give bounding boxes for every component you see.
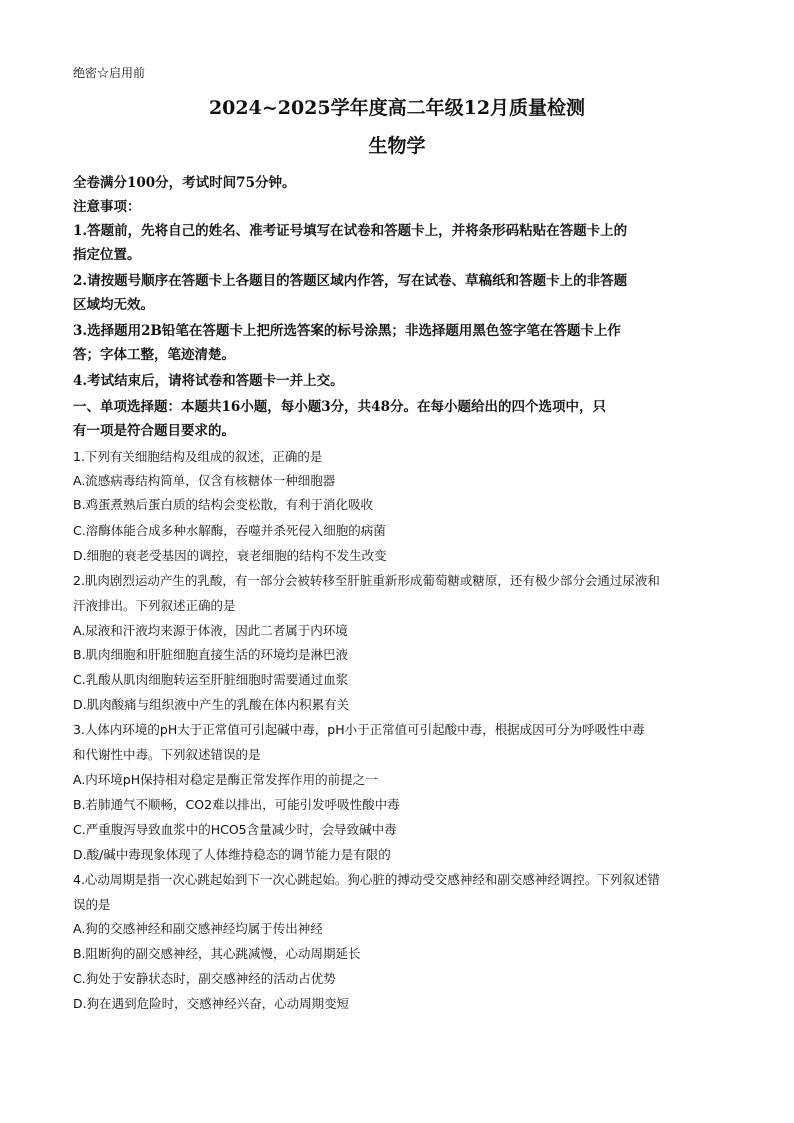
notes-heading: 注意事项： — [73, 199, 141, 215]
q3-stem-line-2: 和代谢性中毒。下列叙述错误的是 — [73, 747, 261, 762]
exam-title: 2024~2025学年度高二年级12月质量检测 — [208, 97, 586, 119]
q2-option-d: D.肌肉酸痛与组织液中产生的乳酸在体内积累有关 — [73, 697, 350, 712]
section-heading-line-1: 一、单项选择题：本题共16小题，每小题3分，共48分。在每小题给出的四个选项中，只 — [73, 399, 606, 415]
secret-mark: 绝密☆启用前 — [73, 66, 146, 80]
q4-option-b: B.阻断狗的副交感神经，其心跳减慢，心动周期延长 — [73, 946, 361, 961]
section-heading-line-2: 有一项是符合题目要求的。 — [73, 423, 235, 439]
q2-stem-line-2: 汗液排出。下列叙述正确的是 — [73, 598, 236, 613]
q1-option-d: D.细胞的衰老受基因的调控，衰老细胞的结构不发生改变 — [73, 548, 387, 563]
q4-stem-line-1: 4.心动周期是指一次心跳起始到下一次心跳起始。狗心脏的搏动受交感神经和副交感神经调控。下列叙述错 — [73, 872, 660, 887]
q2-option-c: C.乳酸从肌肉细胞转运至肝脏细胞时需要通过血浆 — [73, 672, 349, 687]
q4-option-d: D.狗在遇到危险时，交感神经兴奋，心动周期变短 — [73, 996, 350, 1011]
q2-option-b: B.肌肉细胞和肝脏细胞直接生活的环境均是淋巴液 — [73, 647, 349, 662]
note-2-line-2: 区域均无效。 — [73, 297, 154, 313]
q4-stem-line-2: 误的是 — [73, 897, 111, 912]
score-time: 全卷满分100分，考试时间75分钟。 — [73, 175, 296, 191]
note-4-line-1: 4.考试结束后，请将试卷和答题卡一并上交。 — [73, 373, 344, 389]
q3-option-c: C.严重腹泻导致血浆中的HCO5含量减少时，会导致碱中毒 — [73, 822, 397, 837]
note-3-line-2: 答；字体工整，笔迹清楚。 — [73, 347, 235, 363]
q4-option-c: C.狗处于安静状态时，副交感神经的活动占优势 — [73, 971, 336, 986]
q3-option-d: D.酸/碱中毒现象体现了人体维持稳态的调节能力是有限的 — [73, 847, 391, 862]
q1-option-c: C.溶酶体能合成多种水解酶，吞噬并杀死侵入细胞的病菌 — [73, 523, 386, 538]
note-3-line-1: 3.选择题用2B铅笔在答题卡上把所选答案的标号涂黑；非选择题用黑色签字笔在答题卡上作 — [73, 323, 621, 339]
note-1-line-2: 指定位置。 — [73, 247, 141, 263]
q3-option-b: B.若肺通气不顺畅，CO2难以排出，可能引发呼吸性酸中毒 — [73, 797, 400, 812]
q2-stem-line-1: 2.肌肉剧烈运动产生的乳酸，有一部分会被转移至肝脏重新形成葡萄糖或糖原，还有极少部分会通过尿液和 — [73, 573, 660, 588]
note-2-line-1: 2.请按题号顺序在答题卡上各题目的答题区域内作答，写在试卷、草稿纸和答题卡上的非答题 — [73, 273, 628, 289]
subject-title: 生物学 — [368, 135, 426, 157]
q1-option-b: B.鸡蛋煮熟后蛋白质的结构会变松散，有利于消化吸收 — [73, 497, 374, 512]
q3-option-a: A.内环境pH保持相对稳定是酶正常发挥作用的前提之一 — [73, 772, 378, 787]
q1-option-a: A.流感病毒结构简单，仅含有核糖体一种细胞器 — [73, 473, 336, 488]
q1-stem-line-1: 1.下列有关细胞结构及组成的叙述，正确的是 — [73, 449, 323, 464]
q4-option-a: A.狗的交感神经和副交感神经均属于传出神经 — [73, 921, 323, 936]
q3-stem-line-1: 3.人体内环境的pH大于正常值可引起碱中毒，pH小于正常值可引起酸中毒，根据成因可分为呼吸性中毒 — [73, 722, 645, 737]
q2-option-a: A.尿液和汗液均来源于体液，因此二者属于内环境 — [73, 623, 348, 638]
note-1-line-1: 1.答题前，先将自己的姓名、准考证号填写在试卷和答题卡上，并将条形码粘贴在答题卡上的 — [73, 223, 628, 239]
